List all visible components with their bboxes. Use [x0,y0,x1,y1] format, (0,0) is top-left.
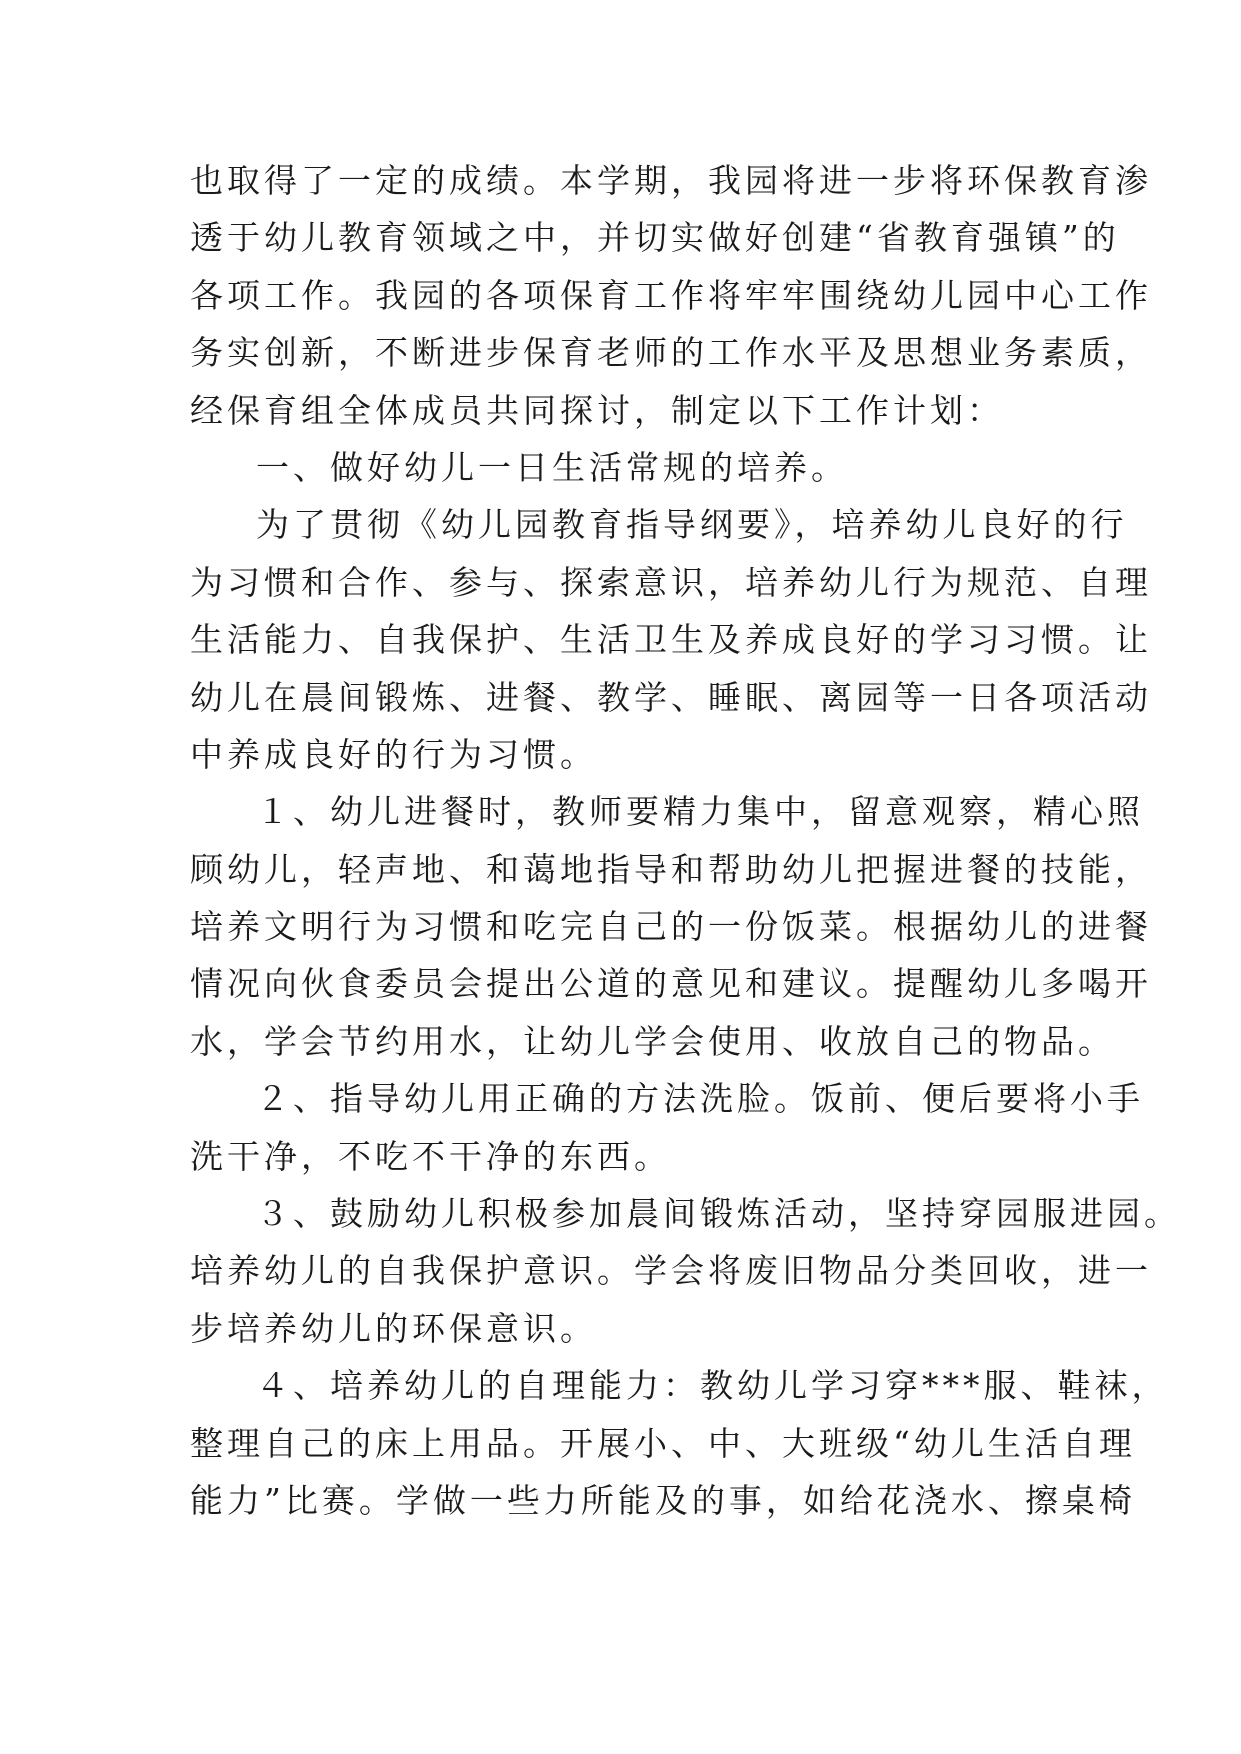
text-line: 步培养幼儿的环保意识。 [190,1308,597,1348]
list-item-2: ２、指导幼儿用正确的方法洗脸。饭前、便后要将小手 [256,1079,1144,1119]
text-line: 顾幼儿，轻声地、和蔼地指导和帮助幼儿把握进餐的技能， [190,849,1152,889]
text-line: 幼儿在晨间锻炼、进餐、教学、睡眠、离园等一日各项活动 [190,677,1152,717]
text-line: 为习惯和合作、参与、探索意识，培养幼儿行为规范、自理 [190,562,1152,602]
text-line: 培养幼儿的自我保护意识。学会将废旧物品分类回收，进一 [190,1251,1152,1291]
body-text [190,152,1181,1529]
text-line: 水，学会节约用水，让幼儿学会使用、收放自己的物品。 [190,1021,1115,1061]
list-item-3: ３、鼓励幼儿积极参加晨间锻炼活动，坚持穿园服进园。 [256,1194,1181,1234]
text-line: 经保育组全体成员共同探讨，制定以下工作计划： [190,390,1004,430]
text-line: 情况向伙食委员会提出公道的意见和建议。提醒幼儿多喝开 [190,964,1152,1004]
list-item-1: １、幼儿进餐时，教师要精力集中，留意观察，精心照 [256,792,1144,832]
text-line: 各项工作。我园的各项保育工作将牢牢围绕幼儿园中心工作 [190,275,1152,315]
list-item-4: ４、培养幼儿的自理能力：教幼儿学习穿***服、鞋袜， [256,1366,1169,1406]
section-heading: 一、做好幼儿一日生活常规的培养。 [256,447,848,487]
text-line: 整理自己的床上用品。开展小、中、大班级“幼儿生活自理 [190,1423,1136,1463]
paragraph-start: 为了贯彻《幼儿园教育指导纲要》，培养幼儿良好的行 [256,505,1128,545]
text-line: 也取得了一定的成绩。本学期，我园将进一步将环保教育渗 [190,161,1152,200]
text-line: 中养成良好的行为习惯。 [190,734,597,774]
text-line: 生活能力、自我保护、生活卫生及养成良好的学习习惯。让 [190,620,1152,660]
text-line: 务实创新，不断进步保育老师的工作水平及思想业务素质， [190,333,1152,373]
text-line: 透于幼儿教育领域之中，并切实做好创建“省教育强镇”的 [190,218,1120,258]
text-line: 能力”比赛。学做一些力所能及的事，如给花浇水、擦桌椅 [190,1480,1136,1520]
text-line: 培养文明行为习惯和吃完自己的一份饭菜。根据幼儿的进餐 [190,907,1152,947]
text-line: 洗干净，不吃不干净的东西。 [190,1136,671,1176]
